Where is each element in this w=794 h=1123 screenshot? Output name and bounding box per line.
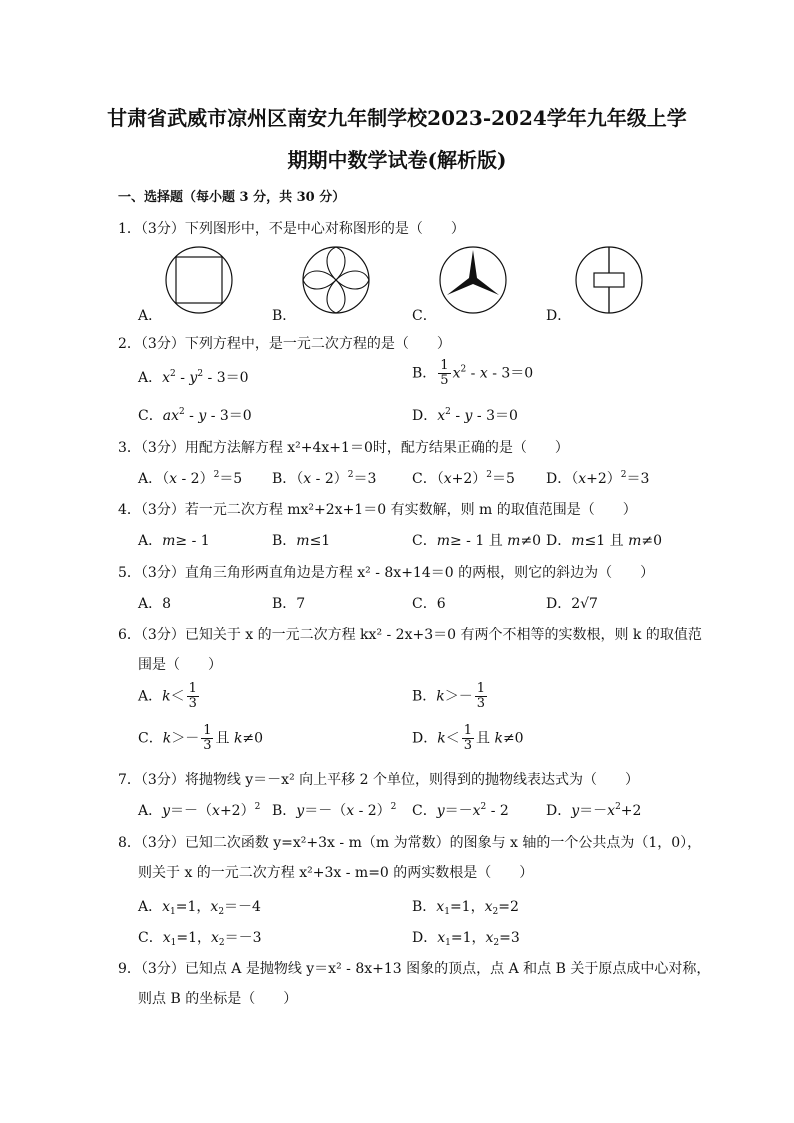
q6-option-c[interactable]: C．k＞－ $\frac{1}{3}$ 且 k≠0: [138, 723, 264, 753]
q7-option-c[interactable]: C．$y=-x^2 - 2$: [412, 802, 509, 819]
question-9-stem: 9．（3分）已知点 A 是抛物线 y＝x² - 8x+13 图象的顶点，点 A 和点 B 关于原点成中心对称，: [118, 961, 711, 977]
q4-option-c[interactable]: C．m≥ - 1 且 m≠0: [412, 533, 542, 549]
q3-option-d[interactable]: D．$(x+2)^2=3$: [546, 470, 650, 487]
q4-option-d[interactable]: D．m≤1 且 m≠0: [546, 533, 662, 549]
figure-circle-tri-star: [439, 246, 507, 314]
q1-option-c[interactable]: C．: [412, 308, 437, 324]
question-6-stem-cont: 围是（ ）: [138, 657, 222, 673]
figure-circle-square: [165, 246, 233, 314]
q6-option-d[interactable]: D．k＜ $\frac{1}{3}$ 且 k≠0: [412, 723, 524, 753]
question-4-stem: 4．（3分）若一元二次方程 mx²+2x+1＝0 有实数解，则 m 的取值范围是（ ）: [118, 502, 637, 518]
q5-option-d[interactable]: D．2√7: [546, 596, 598, 612]
q3-option-a[interactable]: A．（x - 2）$^2$＝5: [138, 470, 243, 487]
q6-option-a[interactable]: A．k＜ $\frac{1}{3}$: [138, 681, 197, 711]
question-6-stem: 6．（3分）已知关于 x 的一元二次方程 kx² - 2x+3＝0 有两个不相等的实数根，则 k 的取值范: [118, 627, 702, 643]
section-heading: 一、选择题（每小题 3 分，共 30 分）: [118, 190, 346, 205]
question-8-stem-cont: 则关于 x 的一元二次方程 x²+3x - m=0 的两实数根是（ ）: [138, 865, 534, 881]
q8-option-d[interactable]: D．$x_1=1$，$x_2=3$: [412, 930, 520, 948]
q2-option-b[interactable]: B． $\frac{1}{5}$ $x^2 - x - 3=0$: [412, 358, 534, 388]
q3-option-c[interactable]: C．$(x+2)^2=5$: [412, 470, 515, 487]
question-1-stem: 1．（3分）下列图形中，不是中心对称图形的是（ ）: [118, 221, 465, 237]
q2-option-d[interactable]: D．$x^2 - y - 3=0$: [412, 407, 518, 424]
q1-option-d[interactable]: D．: [546, 308, 572, 324]
question-5-stem: 5．（3分）直角三角形两直角边是方程 x² - 8x+14＝0 的两根，则它的斜边为（ ）: [118, 565, 655, 581]
q2-option-a[interactable]: A．$x^2 - y^2 - 3=0$: [138, 369, 249, 386]
q6-option-b[interactable]: B．k＞－ $\frac{1}{3}$: [412, 681, 486, 711]
q3-option-b[interactable]: B．（x - 2）$^2$＝3: [272, 470, 377, 487]
q8-option-a[interactable]: A．$x_1=1$，$x_2=-4$: [138, 899, 261, 917]
q5-option-a[interactable]: A．8: [138, 596, 172, 612]
figure-circle-petals: [302, 246, 370, 314]
q8-option-c[interactable]: C．$x_1=1$，$x_2=-3$: [138, 930, 262, 948]
question-3-stem: 3．（3分）用配方法解方程 x²+4x+1＝0时，配方结果正确的是（ ）: [118, 440, 569, 456]
figure-circle-rect-line: [575, 246, 643, 314]
q8-option-b[interactable]: B．$x_1=1$，$x_2=2$: [412, 899, 519, 917]
title-line-1: 甘肃省武威市凉州区南安九年制学校2023-2024学年九年级上学: [107, 106, 687, 130]
q7-option-a[interactable]: A．$y=-(x+2)^2$: [138, 802, 261, 819]
q7-option-d[interactable]: D．$y=-x^2+2$: [546, 802, 642, 819]
title-line-2: 期期中数学试卷(解析版): [287, 148, 507, 172]
q1-option-b[interactable]: B．: [272, 308, 297, 324]
question-2-stem: 2．（3分）下列方程中，是一元二次方程的是（ ）: [118, 336, 451, 352]
question-9-stem-cont: 则点 B 的坐标是（ ）: [138, 991, 298, 1007]
q7-option-b[interactable]: B．y＝－（x - 2）$^2$: [272, 802, 397, 819]
q5-option-b[interactable]: B．7: [272, 596, 306, 612]
question-7-stem: 7．（3分）将抛物线 y＝－x² 向上平移 2 个单位，则得到的抛物线表达式为（ ）: [118, 772, 639, 788]
q2-option-c[interactable]: C．$ax^2 - y - 3=0$: [138, 407, 252, 424]
q5-option-c[interactable]: C．6: [412, 596, 446, 612]
q1-option-a[interactable]: A．: [138, 308, 163, 324]
q4-option-a[interactable]: A．m≥ - 1: [138, 533, 210, 549]
question-8-stem: 8．（3分）已知二次函数 y=x²+3x - m（m 为常数）的图象与 x 轴的一个公共点为（1，0），: [118, 835, 702, 851]
q4-option-b[interactable]: B．m≤1: [272, 533, 331, 549]
